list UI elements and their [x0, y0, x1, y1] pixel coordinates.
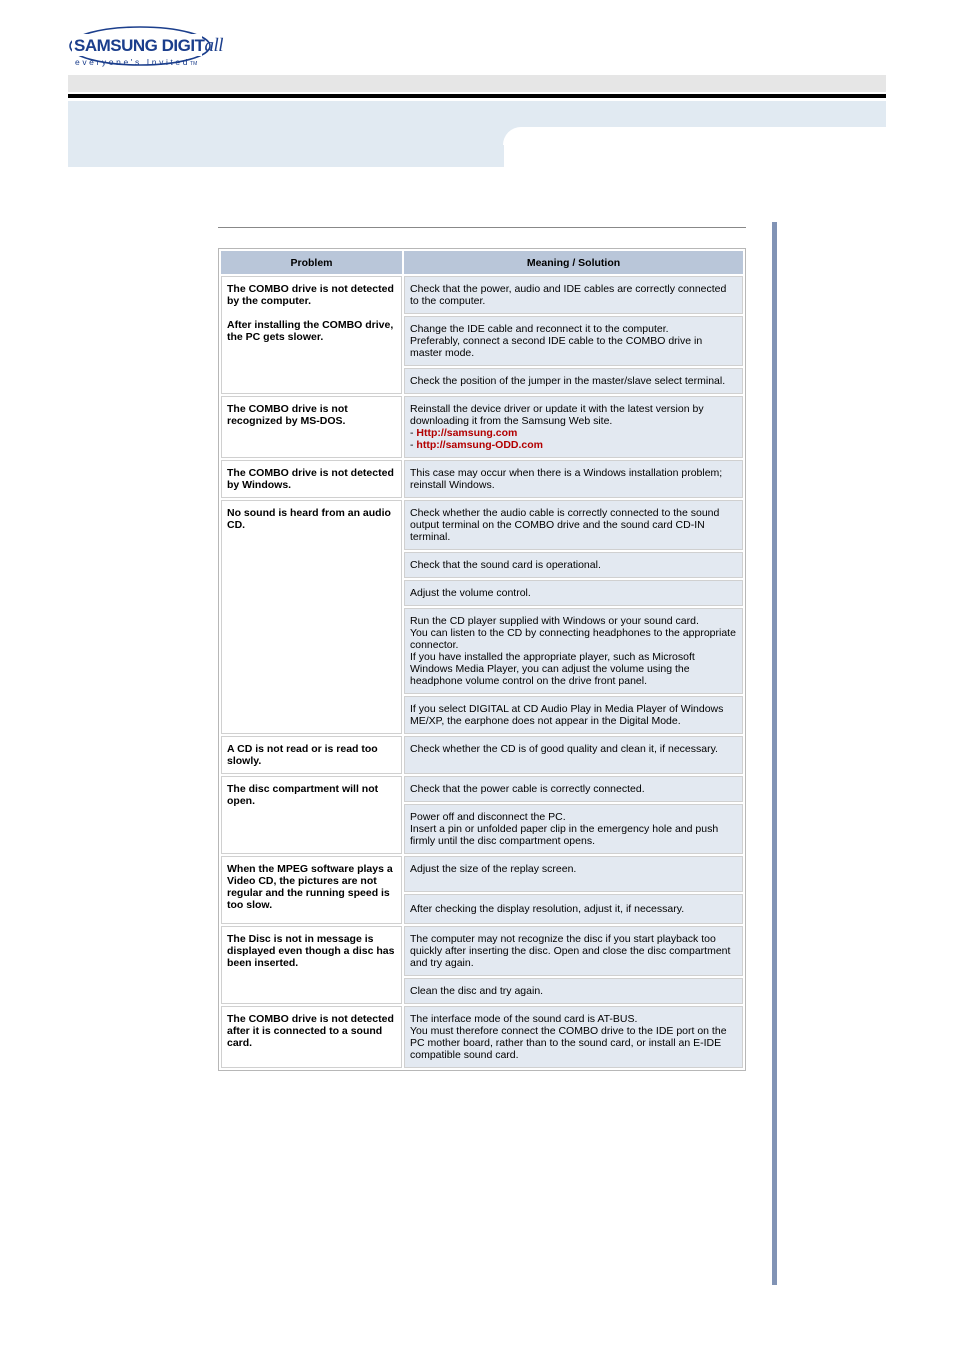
logo-wordmark: SAMSUNG DIGITall — [74, 35, 224, 56]
problem-cell: The Disc is not in message is displayed even though a disc has been inserted. — [221, 926, 402, 1004]
solution-cell: Clean the disc and try again. — [404, 978, 743, 1004]
solution-cell: Change the IDE cable and reconnect it to the computer. Preferably, connect a second IDE cable to the COMBO drive in master mode. — [404, 316, 743, 366]
header-grey-band — [68, 75, 886, 92]
solution-cell: Check that the sound card is operational. — [404, 552, 743, 578]
samsung-logo — [68, 24, 224, 70]
column-header-solution: Meaning / Solution — [404, 251, 743, 274]
header-blue-band — [68, 101, 886, 127]
section-divider — [218, 227, 746, 228]
solution-cell: Power off and disconnect the PC. Insert a pin or unfolded paper clip in the emergency hole and push firmly until the disc compartment opens. — [404, 804, 743, 854]
solution-cell: Check that the power cable is correctly connected. — [404, 776, 743, 802]
solution-cell: Run the CD player supplied with Windows or your sound card. You can listen to the CD by connecting headphones to the appropriate connector. If you have installed the appropriate player, such as Microsoft Windows Media Player, you can adjust the volume using the headphone volume control on the drive front panel. — [404, 608, 743, 694]
header-black-rule — [68, 94, 886, 98]
solution-cell: Check whether the CD is of good quality and clean it, if necessary. — [404, 736, 743, 774]
solution-cell: If you select DIGITAL at CD Audio Play in Media Player of Windows ME/XP, the earphone does not appear in the Digital Mode. — [404, 696, 743, 734]
header-blue-tab — [68, 127, 504, 167]
table-row — [221, 856, 743, 892]
solution-cell: This case may occur when there is a Windows installation problem; reinstall Windows. — [404, 460, 743, 498]
solution-cell: Adjust the volume control. — [404, 580, 743, 606]
solution-cell: The computer may not recognize the disc if you start playback too quickly after inserting the disc. Open and close the disc compartment and try again. — [404, 926, 743, 976]
logo-tagline: everyone's InvitedTM — [75, 57, 198, 67]
samsung-link[interactable]: Http://samsung.com — [416, 427, 518, 439]
solution-cell: Check whether the audio cable is correctly connected to the sound output terminal on the COMBO drive and the sound card CD-IN terminal. — [404, 500, 743, 550]
solution-cell: After checking the display resolution, adjust it, if necessary. — [404, 894, 743, 924]
problem-cell: No sound is heard from an audio CD. — [221, 500, 402, 734]
problem-cell: The COMBO drive is not detected by the computer. After installing the COMBO drive, the PC gets slower. — [221, 276, 402, 394]
solution-cell: Reinstall the device driver or update it with the latest version by downloading it from the Samsung Web site. - Http://samsung.com - http://samsung-ODD.com — [404, 396, 743, 458]
samsung-odd-link[interactable]: http://samsung-ODD.com — [416, 439, 544, 451]
troubleshooting-table — [218, 248, 746, 1071]
table-row — [221, 460, 743, 498]
header-blue-tab-corner — [503, 127, 521, 145]
table-row — [221, 1006, 743, 1068]
problem-cell: The COMBO drive is not detected by Windows. — [221, 460, 402, 498]
table-row — [221, 736, 743, 774]
side-navigation-rule — [772, 222, 777, 1285]
table-row — [221, 776, 743, 802]
table-row — [221, 926, 743, 976]
solution-cell: Check the position of the jumper in the master/slave select terminal. — [404, 368, 743, 394]
solution-cell: Check that the power, audio and IDE cables are correctly connected to the computer. — [404, 276, 743, 314]
problem-cell: A CD is not read or is read too slowly. — [221, 736, 402, 774]
problem-cell: The COMBO drive is not detected after it is connected to a sound card. — [221, 1006, 402, 1068]
table-row — [221, 276, 743, 314]
solution-cell: Adjust the size of the replay screen. — [404, 856, 743, 892]
table-row — [221, 396, 743, 458]
solution-cell: The interface mode of the sound card is AT-BUS. You must therefore connect the COMBO drive to the IDE port on the PC mother board, rather than to the sound card, or install an E-IDE compatible sound card. — [404, 1006, 743, 1068]
problem-cell: The COMBO drive is not recognized by MS-DOS. — [221, 396, 402, 458]
table-header-row — [221, 251, 743, 274]
table-row — [221, 500, 743, 550]
problem-cell: The disc compartment will not open. — [221, 776, 402, 854]
column-header-problem: Problem — [221, 251, 402, 274]
problem-cell: When the MPEG software plays a Video CD, the pictures are not regular and the running speed is too slow. — [221, 856, 402, 924]
